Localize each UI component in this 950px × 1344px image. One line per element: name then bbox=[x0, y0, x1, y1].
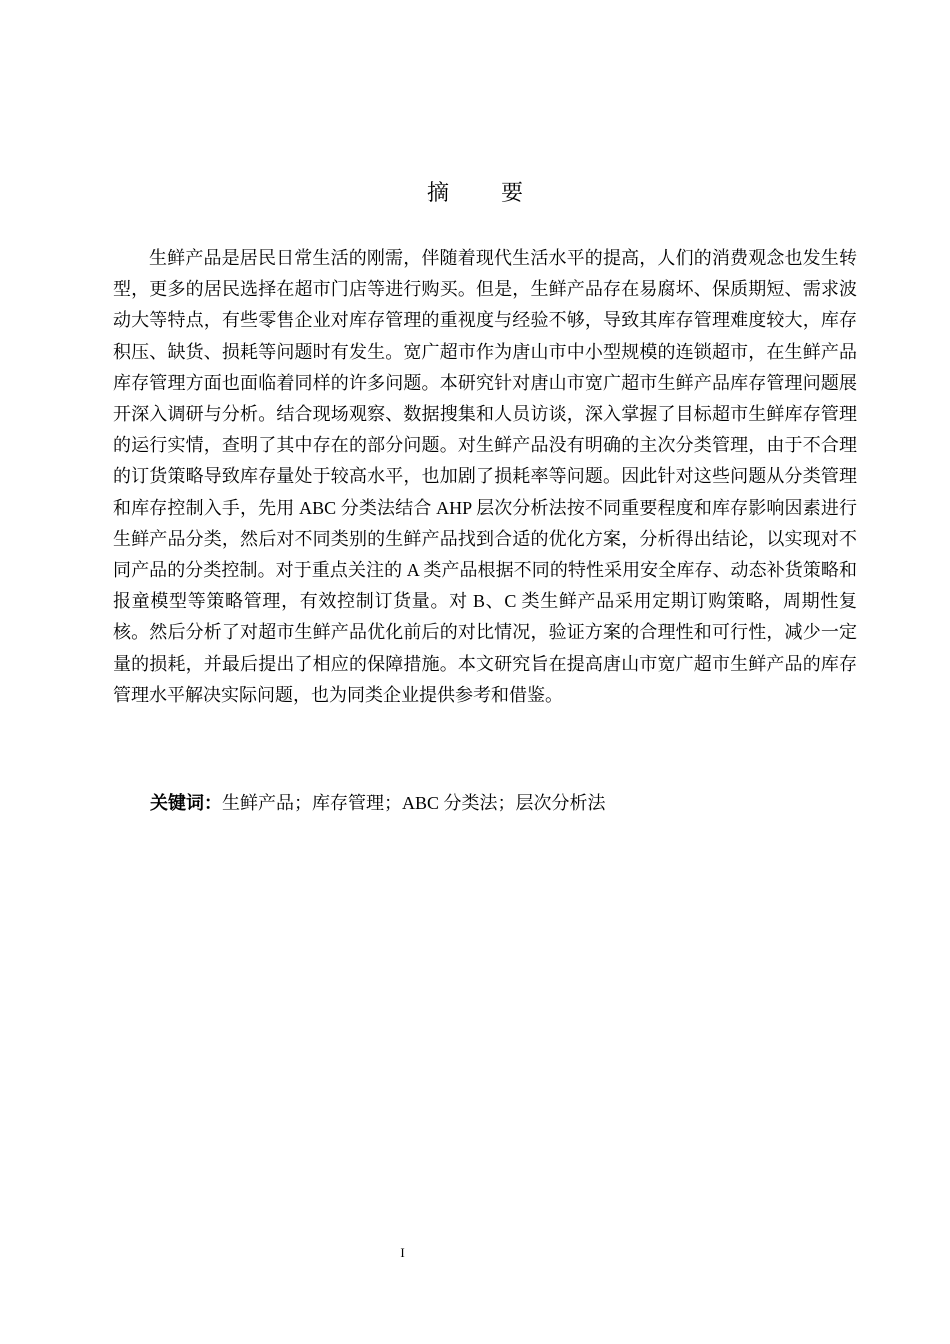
title-char-2: 要 bbox=[501, 181, 524, 206]
abstract-body: 生鲜产品是居民日常生活的刚需，伴随着现代生活水平的提高，人们的消费观念也发生转型，更多的居民选择在超市门店等进行购买。但是，生鲜产品存在易腐坏、保质期短、需求波动大等特点，有些零售企业对库存管理的重视度与经验不够，导致其库存管理难度较大，库存积压、缺货、损耗等问题时有发生。宽广超市作为唐山市中小型规模的连锁超市，在生鲜产品库存管理方面也面临着同样的许多问题。本研究针对唐山市宽广超市生鲜产品库存管理问题展开深入调研与分析。结合现场观察、数据搜集和人员访谈，深入掌握了目标超市生鲜库存管理的运行实情，查明了其中存在的部分问题。对生鲜产品没有明确的主次分类管理，由于不合理的订货策略导致库存量处于较高水平，也加剧了损耗率等问题。因此针对这些问题从分类管理和库存控制入手，先用 ABC 分类法结合 AHP 层次分析法按不同重要程度和库存影响因素进行生鲜产品分类，然后对不同类别的生鲜产品找到合适的优化方案，分析得出结论，以实现对不同产品的分类控制。对于重点关注的 A 类产品根据不同的特性采用安全库存、动态补货策略和报童模型等策略管理，有效控制订货量。对 B、C 类生鲜产品采用定期订购策略，周期性复核。然后分析了对超市生鲜产品优化前后的对比情况，验证方案的合理性和可行性，减少一定量的损耗，并最后提出了相应的保障措施。本文研究旨在提高唐山市宽广超市生鲜产品的库存管理水平解决实际问题，也为同类企业提供参考和借鉴。 bbox=[113, 248, 857, 705]
page-number: I bbox=[400, 1245, 405, 1260]
keywords-label: 关键词： bbox=[150, 793, 222, 813]
title-char-1: 摘 bbox=[426, 181, 449, 206]
abstract-title bbox=[0, 178, 950, 210]
keywords-line bbox=[150, 789, 857, 817]
keywords-text: 生鲜产品；库存管理；ABC 分类法；层次分析法 bbox=[222, 793, 606, 813]
